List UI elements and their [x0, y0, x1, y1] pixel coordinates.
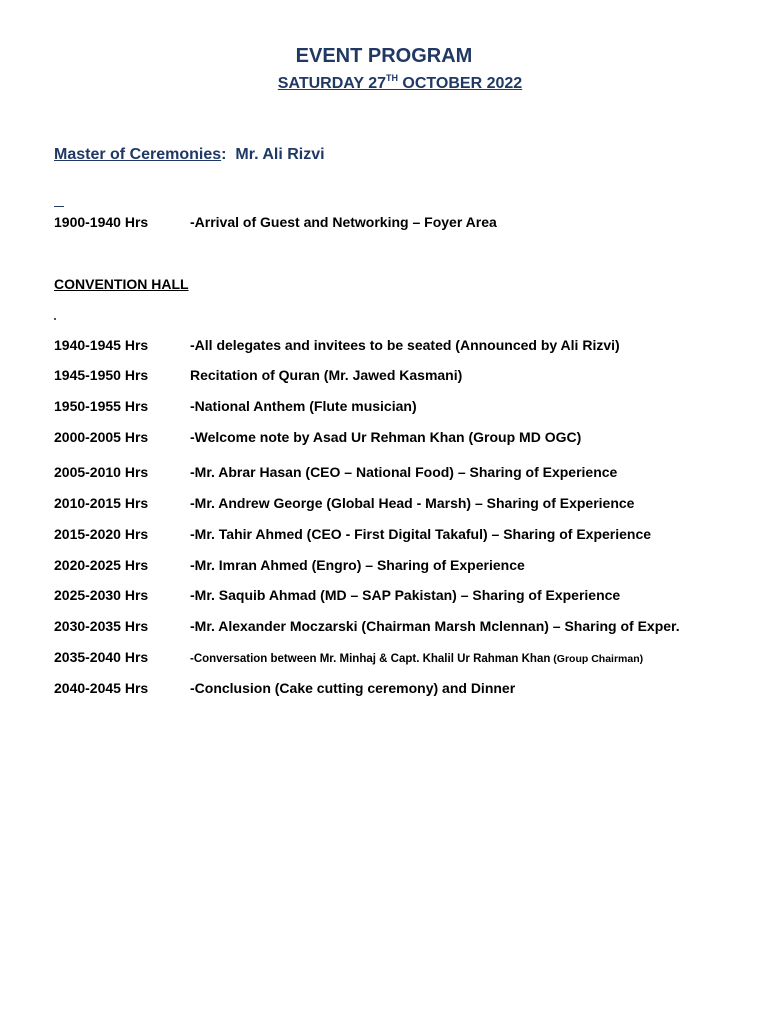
schedule-time: 2040-2045 Hrs — [54, 680, 149, 696]
master-of-ceremonies — [54, 146, 325, 164]
schedule-time: 1950-1955 Hrs — [54, 398, 149, 414]
schedule-time: 2015-2020 Hrs — [54, 526, 149, 542]
schedule-row — [54, 495, 634, 511]
underline-mark — [54, 206, 64, 207]
schedule-desc: -Mr. Tahir Ahmed (CEO - First Digital Takaful) – Sharing of Experience — [190, 526, 652, 542]
schedule-desc: -National Anthem (Flute musician) — [190, 398, 417, 414]
schedule-time: 2035-2040 Hrs — [54, 649, 149, 665]
schedule-time: 2000-2005 Hrs — [54, 429, 149, 445]
schedule-desc: -Mr. Alexander Moczarski (Chairman Marsh Mclennan) – Sharing of Exper. — [190, 618, 680, 634]
date-prefix: SATURDAY 27 — [277, 75, 386, 92]
schedule-row — [54, 526, 651, 542]
schedule-row — [54, 337, 620, 353]
schedule-row — [54, 680, 515, 696]
schedule-time: 2010-2015 Hrs — [54, 495, 149, 511]
mc-name: Mr. Ali Rizvi — [226, 146, 325, 163]
arrival-row — [54, 214, 497, 230]
event-date — [0, 75, 768, 93]
schedule-row — [54, 649, 643, 665]
schedule-desc: Recitation of Quran (Mr. Jawed Kasmani) — [190, 367, 463, 383]
schedule-desc: -Mr. Imran Ahmed (Engro) – Sharing of Experience — [190, 557, 525, 573]
schedule-time: 2020-2025 Hrs — [54, 557, 149, 573]
stray-dot — [54, 318, 56, 320]
schedule-desc-note: (Group Chairman) — [550, 653, 644, 665]
schedule-row — [54, 367, 462, 383]
schedule-time: 1940-1945 Hrs — [54, 337, 149, 353]
schedule-time: 2005-2010 Hrs — [54, 464, 149, 480]
date-suffix: OCTOBER 2022 — [397, 75, 523, 92]
schedule-time: 2025-2030 Hrs — [54, 587, 149, 603]
schedule-desc: -All delegates and invitees to be seated (Announced by Ali Rizvi) — [190, 337, 620, 353]
schedule-desc: -Conversation between Mr. Minhaj & Capt. Khalil Ur Rahman Khan — [190, 653, 551, 665]
schedule-desc: -Mr. Andrew George (Global Head - Marsh) – Sharing of Experience — [190, 495, 635, 511]
arrival-time: 1900-1940 Hrs — [54, 214, 149, 230]
schedule-desc: -Mr. Abrar Hasan (CEO – National Food) – Sharing of Experience — [190, 464, 618, 480]
schedule-desc: -Welcome note by Asad Ur Rehman Khan (Group MD OGC) — [190, 429, 582, 445]
schedule-row — [54, 429, 581, 445]
mc-label: Master of Ceremonies — [54, 146, 222, 163]
schedule-row — [54, 618, 680, 634]
schedule-time: 2030-2035 Hrs — [54, 618, 149, 634]
schedule-time: 1945-1950 Hrs — [54, 367, 149, 383]
schedule-row — [54, 398, 417, 414]
mc-colon: : — [221, 146, 227, 163]
date-superscript: TH — [385, 73, 398, 83]
schedule-row — [54, 464, 617, 480]
section-title: CONVENTION HALL — [54, 276, 189, 292]
schedule-desc: -Mr. Saquib Ahmad (MD – SAP Pakistan) – Sharing of Experience — [190, 587, 621, 603]
schedule-row — [54, 587, 620, 603]
schedule-row — [54, 557, 525, 573]
page-title: EVENT PROGRAM — [295, 45, 473, 67]
arrival-desc: -Arrival of Guest and Networking – Foyer Area — [190, 214, 497, 230]
schedule-desc: -Conclusion (Cake cutting ceremony) and Dinner — [190, 680, 516, 696]
